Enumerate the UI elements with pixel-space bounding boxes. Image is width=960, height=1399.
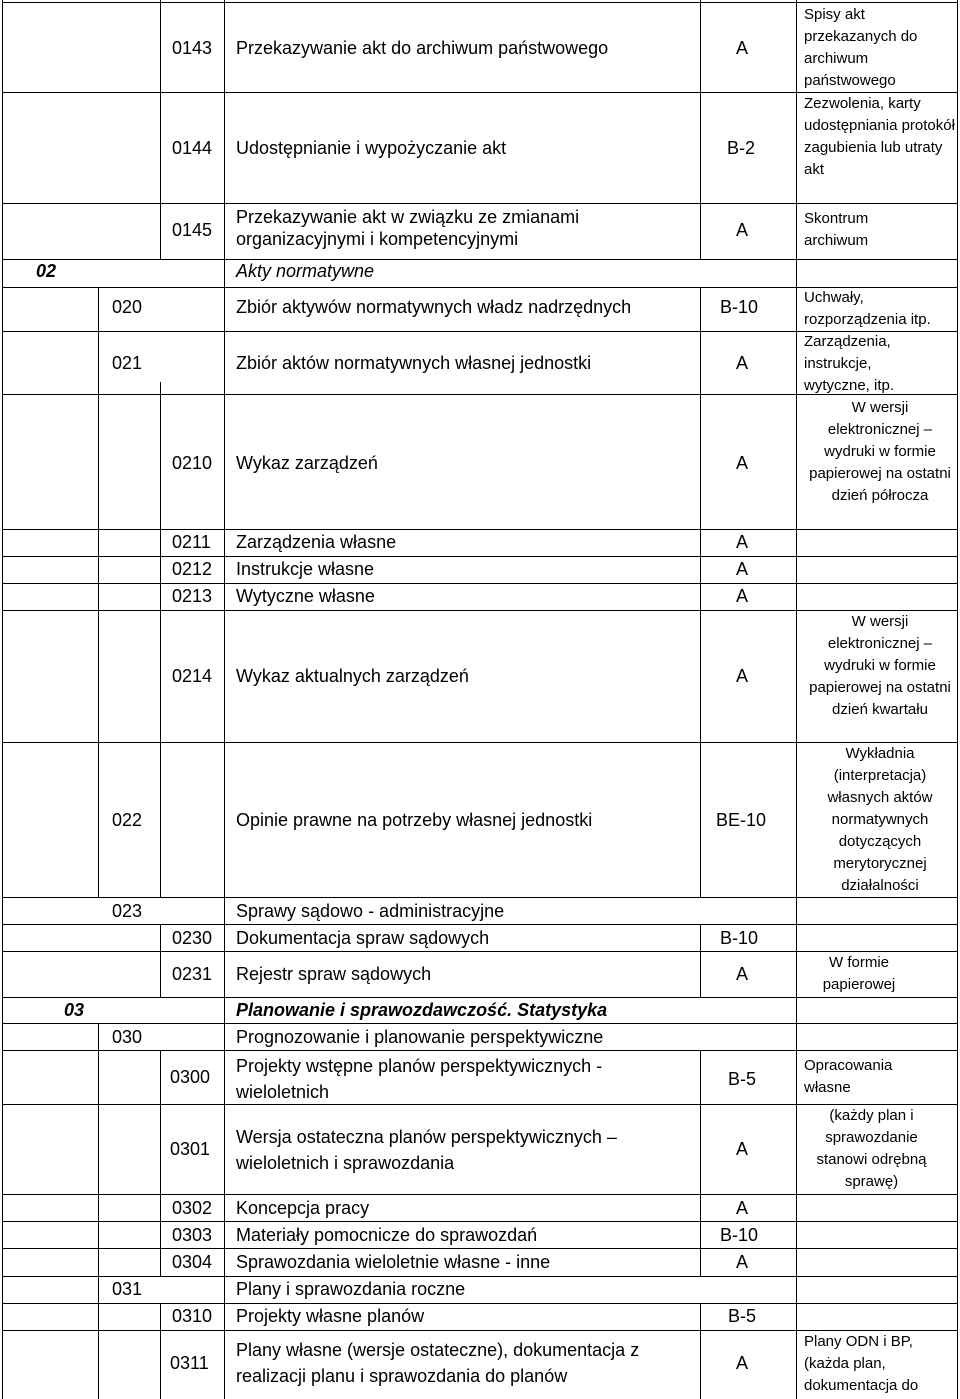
row-divider <box>2 2 958 3</box>
table-border-left <box>2 0 3 1399</box>
category-cell: B-2 <box>727 138 756 158</box>
title-cell: Wykaz zarządzeń <box>236 453 378 473</box>
symbol-cell: 0303 <box>172 1225 213 1245</box>
row-divider <box>2 897 958 898</box>
category-cell: A <box>736 1198 749 1218</box>
category-cell: A <box>736 532 749 552</box>
column-divider-category <box>700 924 701 997</box>
row-divider <box>2 1023 958 1024</box>
remarks-cell: W wersji elektronicznej – wydruki w formie papierowej na ostatni dzień półrocza <box>809 399 951 504</box>
row-divider <box>2 1050 958 1051</box>
category-cell: A <box>736 586 749 606</box>
symbol-cell: 0311 <box>170 1353 209 1373</box>
section-title: Planowanie i sprawozdawczość. Statystyka <box>236 1000 608 1020</box>
symbol-cell: 0214 <box>172 666 213 686</box>
column-divider-level2 <box>160 382 161 897</box>
symbol-cell: 0310 <box>172 1306 213 1326</box>
title-cell: Projekty wstępne planów perspektywicznych - wieloletnich <box>236 1056 603 1102</box>
title-cell: Udostępnianie i wypożyczanie akt <box>236 138 507 158</box>
column-divider-level1 <box>98 1023 99 1399</box>
title-cell: Wykaz aktualnych zarządzeń <box>236 666 469 686</box>
symbol-cell: 0304 <box>172 1252 213 1272</box>
row-divider <box>2 583 958 584</box>
section-number: 02 <box>36 261 57 281</box>
remarks-cell: W formie papierowej <box>822 954 896 993</box>
column-divider-category <box>700 287 701 897</box>
symbol-cell: 022 <box>112 810 143 830</box>
category-cell: A <box>736 220 749 240</box>
table-border-right <box>957 0 958 1399</box>
row-divider <box>2 1303 958 1304</box>
title-cell: Zbiór aktywów normatywnych władz nadrzędnych <box>236 297 632 317</box>
title-cell: Zbiór aktów normatywnych własnej jednostki <box>236 353 592 373</box>
category-cell: B-10 <box>720 1225 759 1245</box>
title-cell: Sprawozdania wieloletnie własne - inne <box>236 1252 551 1272</box>
row-divider <box>2 1221 958 1222</box>
row-divider <box>2 1194 958 1195</box>
category-cell: B-10 <box>720 928 759 948</box>
title-cell: Wytyczne własne <box>236 586 375 606</box>
symbol-cell: 0302 <box>172 1198 213 1218</box>
symbol-cell: 023 <box>112 901 143 921</box>
row-divider <box>2 997 958 998</box>
category-cell: A <box>736 1353 749 1373</box>
title-cell: Przekazywanie akt do archiwum państwowego <box>236 38 609 58</box>
column-divider-level2 <box>160 1303 161 1399</box>
title-cell: Plany własne (wersje ostateczne), dokumentacja z realizacji planu i sprawozdania do planów <box>236 1340 640 1386</box>
category-cell: B-5 <box>728 1069 757 1089</box>
symbol-cell: 031 <box>112 1279 143 1299</box>
row-divider <box>2 203 958 204</box>
column-divider-category <box>700 1303 701 1399</box>
category-cell: A <box>736 666 749 686</box>
column-divider-category <box>700 1050 701 1276</box>
symbol-cell: 0144 <box>172 138 213 158</box>
column-divider-category <box>700 0 701 259</box>
remarks-cell: Uchwały, rozporządzenia itp. <box>804 289 931 328</box>
row-divider <box>2 259 958 260</box>
title-cell: Sprawy sądowo - administracyjne <box>236 901 505 921</box>
symbol-cell: 0301 <box>170 1139 211 1159</box>
title-cell: Prognozowanie i planowanie perspektywiczne <box>236 1027 604 1047</box>
category-cell: BE-10 <box>716 810 767 830</box>
title-cell: Plany i sprawozdania roczne <box>236 1279 466 1299</box>
symbol-cell: 0145 <box>172 220 213 240</box>
column-divider-level1 <box>98 287 99 897</box>
symbol-cell: 0212 <box>172 559 213 579</box>
remarks-cell: Wykładnia (interpretacja) własnych aktów normatywnych dotyczących merytorycznej działalności <box>827 745 933 894</box>
category-cell: A <box>736 353 749 373</box>
category-cell: A <box>736 1139 749 1159</box>
symbol-cell: 0211 <box>172 532 211 552</box>
remarks-cell: W wersji elektronicznej – wydruki w formie papierowej na ostatni dzień kwartału <box>809 613 951 718</box>
category-cell: A <box>736 453 749 473</box>
column-divider-level2 <box>160 0 161 259</box>
title-cell: Wersja ostateczna planów perspektywicznych – wieloletnich i sprawozdania <box>236 1127 617 1173</box>
remarks-cell: Opracowania własne <box>804 1057 893 1096</box>
symbol-cell: 0300 <box>170 1067 211 1087</box>
title-cell: Dokumentacja spraw sądowych <box>236 928 490 948</box>
symbol-cell: 030 <box>112 1027 143 1047</box>
category-cell: B-10 <box>720 297 759 317</box>
column-divider-level2 <box>160 924 161 997</box>
symbol-cell: 0213 <box>172 586 213 606</box>
column-divider-notes <box>796 0 797 1399</box>
row-divider <box>2 556 958 557</box>
row-divider <box>2 529 958 530</box>
symbol-cell: 0230 <box>172 928 213 948</box>
row-divider <box>2 1276 958 1277</box>
category-cell: A <box>736 1252 749 1272</box>
row-divider <box>2 1248 958 1249</box>
category-cell: A <box>736 559 749 579</box>
remarks-cell: Skontrum archiwum <box>804 210 869 249</box>
symbol-cell: 0210 <box>172 453 213 473</box>
remarks-cell: Zezwolenia, karty udostępniania protokół zagubienia lub utraty akt <box>804 95 955 178</box>
title-cell: Koncepcja pracy <box>236 1198 370 1218</box>
section-number: 03 <box>64 1000 85 1020</box>
category-cell: A <box>736 38 749 58</box>
remarks-cell: Plany ODN i BP, (każda plan, dokumentacja do <box>804 1333 919 1394</box>
symbol-cell: 0231 <box>172 964 213 984</box>
title-cell: Rejestr spraw sądowych <box>236 964 432 984</box>
title-cell: Instrukcje własne <box>236 559 375 579</box>
symbol-cell: 021 <box>112 353 143 373</box>
title-cell: Opinie prawne na potrzeby własnej jednostki <box>236 810 593 830</box>
column-divider-level2 <box>160 1050 161 1276</box>
title-cell: Projekty własne planów <box>236 1306 425 1326</box>
title-cell: Zarządzenia własne <box>236 532 397 552</box>
title-cell: Materiały pomocnicze do sprawozdań <box>236 1225 538 1245</box>
symbol-cell: 020 <box>112 297 143 317</box>
column-divider-title <box>224 0 225 1399</box>
remarks-cell: (każdy plan i sprawozdanie stanowi odrębną sprawę) <box>816 1107 927 1190</box>
remarks-cell: Zarządzenia, instrukcje, wytyczne, itp. <box>804 333 895 394</box>
symbol-cell: 0143 <box>172 38 213 58</box>
row-divider <box>2 924 958 925</box>
category-cell: A <box>736 964 749 984</box>
section-title: Akty normatywne <box>236 261 375 281</box>
remarks-cell: Spisy akt przekazanych do archiwum państwowego <box>804 6 918 89</box>
category-cell: B-5 <box>728 1306 757 1326</box>
title-cell: Przekazywanie akt w związku ze zmianami organizacyjnymi i kompetencyjnymi <box>236 207 580 249</box>
